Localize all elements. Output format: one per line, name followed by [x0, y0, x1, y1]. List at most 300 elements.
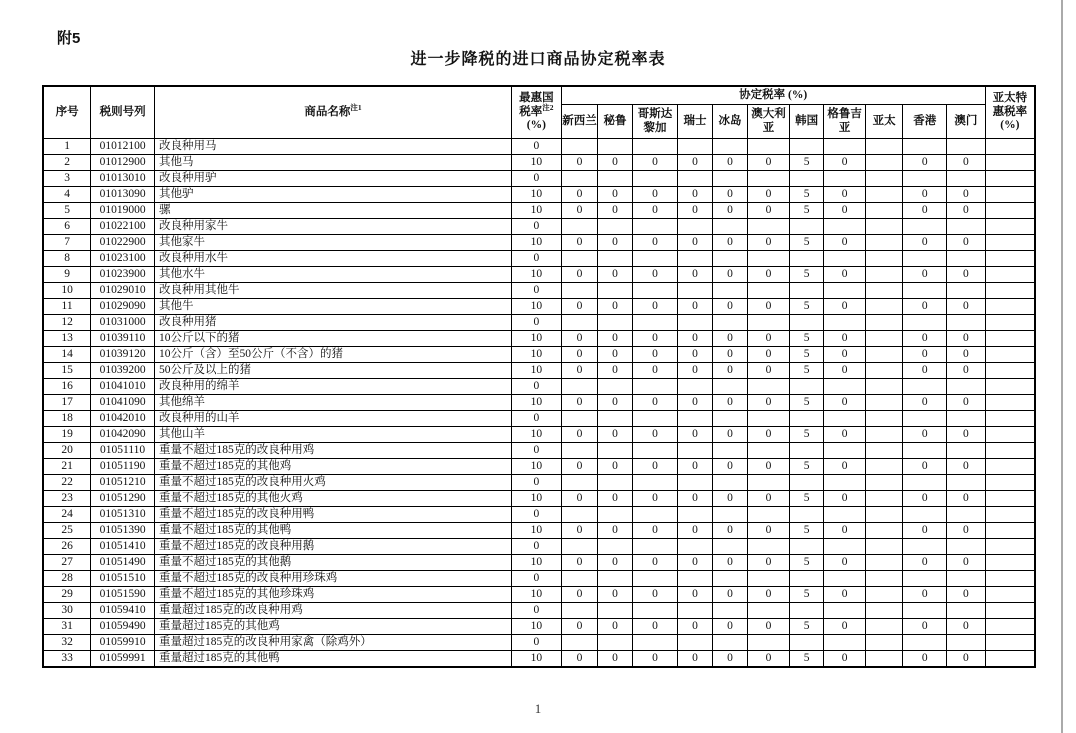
- row-agreement-rate: [712, 219, 747, 235]
- row-agreement-rate: [789, 635, 823, 651]
- row-agreement-rate: [789, 139, 823, 155]
- row-tariff-code: 01059991: [91, 651, 155, 668]
- row-agreement-rate: [748, 139, 790, 155]
- table-row: [43, 475, 1035, 491]
- row-agreement-rate: 5: [789, 523, 823, 539]
- row-agreement-rate: [561, 171, 598, 187]
- row-agreement-rate: 0: [824, 331, 866, 347]
- page-number: 1: [534, 701, 542, 716]
- row-agreement-rate: [712, 539, 747, 555]
- row-apta-preferential-rate: [985, 203, 1035, 219]
- col-header-switzerland: 瑞士: [678, 105, 712, 139]
- row-agreement-rate: 5: [789, 155, 823, 171]
- row-mfn-rate: 10: [512, 459, 562, 475]
- row-agreement-rate: [598, 171, 632, 187]
- row-product-name: 改良种用驴: [155, 171, 512, 187]
- row-tariff-code: 01051490: [91, 555, 155, 571]
- row-apta-preferential-rate: [985, 395, 1035, 411]
- row-agreement-rate: 0: [561, 299, 598, 315]
- row-agreement-rate: 0: [903, 651, 947, 668]
- row-agreement-rate: 0: [598, 347, 632, 363]
- row-agreement-rate: 0: [824, 491, 866, 507]
- row-agreement-rate: [789, 571, 823, 587]
- row-tariff-code: 01012900: [91, 155, 155, 171]
- row-agreement-rate: [824, 603, 866, 619]
- table-row: [43, 379, 1035, 395]
- row-agreement-rate: [903, 603, 947, 619]
- row-seq: 23: [43, 491, 91, 507]
- row-tariff-code: 01051510: [91, 571, 155, 587]
- row-agreement-rate: [903, 171, 947, 187]
- row-agreement-rate: 0: [632, 299, 678, 315]
- row-tariff-code: 01022900: [91, 235, 155, 251]
- row-product-name: 其他绵羊: [155, 395, 512, 411]
- row-agreement-rate: [824, 411, 866, 427]
- row-product-name: 重量不超过185克的其他火鸡: [155, 491, 512, 507]
- row-product-name: 其他水牛: [155, 267, 512, 283]
- row-mfn-rate: 10: [512, 187, 562, 203]
- row-agreement-rate: [865, 603, 903, 619]
- table-row: [43, 651, 1035, 668]
- row-agreement-rate: [865, 155, 903, 171]
- row-agreement-rate: [947, 411, 986, 427]
- row-agreement-rate: 0: [598, 203, 632, 219]
- row-agreement-rate: [712, 571, 747, 587]
- row-agreement-rate: 0: [598, 299, 632, 315]
- row-seq: 20: [43, 443, 91, 459]
- row-agreement-rate: [903, 443, 947, 459]
- row-agreement-rate: [947, 635, 986, 651]
- table-row: [43, 635, 1035, 651]
- row-tariff-code: 01019000: [91, 203, 155, 219]
- row-agreement-rate: [678, 219, 712, 235]
- row-product-name: 重量不超过185克的改良种用鹅: [155, 539, 512, 555]
- row-agreement-rate: [789, 171, 823, 187]
- row-seq: 5: [43, 203, 91, 219]
- row-mfn-rate: 0: [512, 139, 562, 155]
- row-mfn-rate: 10: [512, 523, 562, 539]
- row-agreement-rate: 5: [789, 427, 823, 443]
- row-agreement-rate: [865, 507, 903, 523]
- row-agreement-rate: 0: [748, 619, 790, 635]
- row-agreement-rate: [903, 251, 947, 267]
- row-agreement-rate: 0: [824, 395, 866, 411]
- row-agreement-rate: 5: [789, 203, 823, 219]
- row-agreement-rate: 0: [903, 491, 947, 507]
- row-agreement-rate: [678, 379, 712, 395]
- row-agreement-rate: [598, 283, 632, 299]
- row-seq: 11: [43, 299, 91, 315]
- row-agreement-rate: 0: [561, 619, 598, 635]
- row-product-name: 改良种用家牛: [155, 219, 512, 235]
- table-body: [43, 139, 1035, 668]
- row-agreement-rate: [561, 219, 598, 235]
- row-agreement-rate: 5: [789, 347, 823, 363]
- header-band-row: [43, 86, 1035, 105]
- row-agreement-rate: 0: [561, 651, 598, 668]
- row-mfn-rate: 10: [512, 347, 562, 363]
- row-product-name: 改良种用水牛: [155, 251, 512, 267]
- row-agreement-rate: [561, 539, 598, 555]
- row-agreement-rate: 0: [712, 491, 747, 507]
- row-agreement-rate: 0: [632, 619, 678, 635]
- row-agreement-rate: [678, 507, 712, 523]
- table-row: [43, 283, 1035, 299]
- row-tariff-code: 01042010: [91, 411, 155, 427]
- row-agreement-rate: [865, 251, 903, 267]
- row-seq: 17: [43, 395, 91, 411]
- row-agreement-rate: 0: [712, 299, 747, 315]
- row-seq: 14: [43, 347, 91, 363]
- row-agreement-rate: [632, 603, 678, 619]
- row-seq: 33: [43, 651, 91, 668]
- row-apta-preferential-rate: [985, 235, 1035, 251]
- row-agreement-rate: [712, 379, 747, 395]
- row-product-name: 重量不超过185克的其他鹅: [155, 555, 512, 571]
- row-agreement-rate: [632, 219, 678, 235]
- row-agreement-rate: 0: [632, 587, 678, 603]
- row-agreement-rate: [632, 507, 678, 523]
- row-apta-preferential-rate: [985, 331, 1035, 347]
- row-agreement-rate: 0: [712, 555, 747, 571]
- row-agreement-rate: 0: [678, 187, 712, 203]
- row-agreement-rate: [824, 171, 866, 187]
- row-agreement-rate: 0: [632, 331, 678, 347]
- row-agreement-rate: 0: [632, 155, 678, 171]
- row-agreement-rate: [561, 443, 598, 459]
- row-agreement-rate: 0: [947, 267, 986, 283]
- col-header-mfn-rate: [512, 86, 562, 139]
- row-agreement-rate: 0: [903, 347, 947, 363]
- col-header-tariff-no: 税则号列: [91, 86, 155, 139]
- row-agreement-rate: 0: [561, 427, 598, 443]
- row-agreement-rate: 5: [789, 235, 823, 251]
- row-agreement-rate: 0: [947, 555, 986, 571]
- table-row: [43, 555, 1035, 571]
- row-agreement-rate: 0: [903, 363, 947, 379]
- row-product-name: 10公斤（含）至50公斤（不含）的猪: [155, 347, 512, 363]
- row-agreement-rate: 0: [712, 331, 747, 347]
- row-agreement-rate: 0: [947, 459, 986, 475]
- row-seq: 27: [43, 555, 91, 571]
- row-apta-preferential-rate: [985, 427, 1035, 443]
- row-apta-preferential-rate: [985, 315, 1035, 331]
- row-agreement-rate: [789, 411, 823, 427]
- row-agreement-rate: 0: [824, 155, 866, 171]
- row-mfn-rate: 10: [512, 619, 562, 635]
- table-row: [43, 171, 1035, 187]
- row-agreement-rate: 0: [678, 619, 712, 635]
- row-seq: 7: [43, 235, 91, 251]
- row-agreement-rate: [903, 379, 947, 395]
- row-agreement-rate: 0: [561, 395, 598, 411]
- row-apta-preferential-rate: [985, 139, 1035, 155]
- row-agreement-rate: 0: [824, 651, 866, 668]
- row-product-name: 重量超过185克的其他鸡: [155, 619, 512, 635]
- row-agreement-rate: 0: [678, 267, 712, 283]
- row-agreement-rate: [748, 315, 790, 331]
- row-mfn-rate: 10: [512, 331, 562, 347]
- row-agreement-rate: 0: [561, 187, 598, 203]
- row-agreement-rate: [632, 443, 678, 459]
- row-agreement-rate: 0: [678, 427, 712, 443]
- row-agreement-rate: 0: [678, 299, 712, 315]
- row-agreement-rate: [748, 507, 790, 523]
- row-tariff-code: 01039110: [91, 331, 155, 347]
- row-agreement-rate: 0: [748, 347, 790, 363]
- row-mfn-rate: 10: [512, 363, 562, 379]
- row-mfn-rate: 0: [512, 475, 562, 491]
- row-product-name: 其他驴: [155, 187, 512, 203]
- apta-label-line2: 惠税率: [992, 105, 1028, 118]
- row-agreement-rate: 0: [598, 331, 632, 347]
- row-apta-preferential-rate: [985, 347, 1035, 363]
- row-agreement-rate: [865, 619, 903, 635]
- row-seq: 4: [43, 187, 91, 203]
- row-agreement-rate: 0: [903, 587, 947, 603]
- row-tariff-code: 01051310: [91, 507, 155, 523]
- row-agreement-rate: 5: [789, 619, 823, 635]
- row-agreement-rate: 0: [824, 523, 866, 539]
- row-apta-preferential-rate: [985, 299, 1035, 315]
- row-agreement-rate: 0: [824, 187, 866, 203]
- row-agreement-rate: 0: [632, 187, 678, 203]
- row-apta-preferential-rate: [985, 187, 1035, 203]
- col-header-iceland: 冰岛: [712, 105, 747, 139]
- row-agreement-rate: [947, 283, 986, 299]
- row-agreement-rate: 0: [947, 331, 986, 347]
- table-row: [43, 251, 1035, 267]
- row-agreement-rate: 0: [947, 619, 986, 635]
- row-seq: 32: [43, 635, 91, 651]
- row-tariff-code: 01023900: [91, 267, 155, 283]
- row-apta-preferential-rate: [985, 363, 1035, 379]
- row-agreement-rate: [947, 379, 986, 395]
- row-agreement-rate: [947, 251, 986, 267]
- row-agreement-rate: [824, 539, 866, 555]
- row-agreement-rate: 0: [561, 459, 598, 475]
- row-agreement-rate: [947, 171, 986, 187]
- row-agreement-rate: [789, 443, 823, 459]
- row-seq: 1: [43, 139, 91, 155]
- row-agreement-rate: [789, 603, 823, 619]
- row-product-name: 改良种用的山羊: [155, 411, 512, 427]
- row-tariff-code: 01041090: [91, 395, 155, 411]
- row-agreement-rate: 0: [903, 459, 947, 475]
- row-mfn-rate: 0: [512, 603, 562, 619]
- row-seq: 25: [43, 523, 91, 539]
- row-agreement-rate: [561, 635, 598, 651]
- row-tariff-code: 01023100: [91, 251, 155, 267]
- row-seq: 21: [43, 459, 91, 475]
- row-product-name: 其他牛: [155, 299, 512, 315]
- row-seq: 2: [43, 155, 91, 171]
- row-agreement-rate: 0: [712, 155, 747, 171]
- row-agreement-rate: 0: [561, 347, 598, 363]
- row-agreement-rate: 5: [789, 555, 823, 571]
- row-agreement-rate: 0: [903, 395, 947, 411]
- mfn-footnote-ref: 注2: [542, 102, 554, 112]
- row-agreement-rate: [865, 331, 903, 347]
- row-agreement-rate: 0: [824, 363, 866, 379]
- row-agreement-rate: [789, 507, 823, 523]
- mfn-label-line1: 最惠国: [519, 91, 554, 104]
- row-agreement-rate: 0: [947, 363, 986, 379]
- row-agreement-rate: 0: [561, 523, 598, 539]
- row-agreement-rate: 0: [632, 555, 678, 571]
- row-agreement-rate: 0: [824, 427, 866, 443]
- row-agreement-rate: 0: [598, 523, 632, 539]
- row-agreement-rate: 0: [947, 587, 986, 603]
- row-agreement-rate: [632, 139, 678, 155]
- row-agreement-rate: [865, 379, 903, 395]
- row-mfn-rate: 0: [512, 219, 562, 235]
- row-agreement-rate: 0: [903, 267, 947, 283]
- row-product-name: 重量不超过185克的改良种用鸡: [155, 443, 512, 459]
- row-tariff-code: 01022100: [91, 219, 155, 235]
- row-agreement-rate: [561, 315, 598, 331]
- row-agreement-rate: 0: [598, 587, 632, 603]
- row-product-name: 改良种用马: [155, 139, 512, 155]
- row-agreement-rate: [561, 283, 598, 299]
- mfn-percent-label: (%): [526, 119, 546, 132]
- row-agreement-rate: 0: [712, 651, 747, 668]
- row-agreement-rate: 0: [678, 491, 712, 507]
- table-row: [43, 219, 1035, 235]
- row-tariff-code: 01013090: [91, 187, 155, 203]
- row-agreement-rate: 0: [632, 203, 678, 219]
- row-agreement-rate: 0: [632, 651, 678, 668]
- row-tariff-code: 01059910: [91, 635, 155, 651]
- row-agreement-rate: [632, 315, 678, 331]
- row-agreement-rate: 0: [678, 363, 712, 379]
- row-tariff-code: 01029090: [91, 299, 155, 315]
- row-mfn-rate: 10: [512, 267, 562, 283]
- row-agreement-rate: [748, 411, 790, 427]
- table-row: [43, 507, 1035, 523]
- mfn-label-line2: 税率: [519, 105, 543, 118]
- row-agreement-rate: 0: [598, 235, 632, 251]
- row-seq: 10: [43, 283, 91, 299]
- row-agreement-rate: 0: [632, 267, 678, 283]
- row-seq: 26: [43, 539, 91, 555]
- row-agreement-rate: 0: [903, 619, 947, 635]
- row-tariff-code: 01012100: [91, 139, 155, 155]
- row-agreement-rate: 0: [748, 427, 790, 443]
- row-tariff-code: 01039200: [91, 363, 155, 379]
- row-apta-preferential-rate: [985, 267, 1035, 283]
- col-header-hongkong: 香港: [903, 105, 947, 139]
- row-mfn-rate: 10: [512, 203, 562, 219]
- row-agreement-rate: [632, 635, 678, 651]
- row-mfn-rate: 10: [512, 491, 562, 507]
- row-agreement-rate: 0: [678, 651, 712, 668]
- row-agreement-rate: 5: [789, 459, 823, 475]
- row-agreement-rate: [712, 443, 747, 459]
- row-agreement-rate: [865, 539, 903, 555]
- row-apta-preferential-rate: [985, 283, 1035, 299]
- row-product-name: 改良种用猪: [155, 315, 512, 331]
- row-agreement-rate: 0: [712, 203, 747, 219]
- row-agreement-rate: [865, 571, 903, 587]
- row-agreement-rate: [947, 139, 986, 155]
- row-tariff-code: 01031000: [91, 315, 155, 331]
- row-agreement-rate: [865, 299, 903, 315]
- row-agreement-rate: 0: [632, 235, 678, 251]
- row-agreement-rate: 0: [824, 347, 866, 363]
- row-seq: 13: [43, 331, 91, 347]
- row-seq: 28: [43, 571, 91, 587]
- row-agreement-rate: [824, 443, 866, 459]
- row-tariff-code: 01051410: [91, 539, 155, 555]
- row-agreement-rate: 5: [789, 187, 823, 203]
- row-agreement-rate: 0: [632, 395, 678, 411]
- row-agreement-rate: [903, 539, 947, 555]
- row-agreement-rate: [824, 379, 866, 395]
- row-agreement-rate: 5: [789, 651, 823, 668]
- row-agreement-rate: 0: [903, 155, 947, 171]
- row-seq: 15: [43, 363, 91, 379]
- table-row: [43, 619, 1035, 635]
- row-agreement-rate: 0: [824, 203, 866, 219]
- row-agreement-rate: 0: [947, 187, 986, 203]
- row-agreement-rate: [678, 251, 712, 267]
- row-apta-preferential-rate: [985, 411, 1035, 427]
- row-mfn-rate: 10: [512, 587, 562, 603]
- row-agreement-rate: [865, 459, 903, 475]
- row-mfn-rate: 0: [512, 251, 562, 267]
- row-agreement-rate: 0: [748, 155, 790, 171]
- row-product-name: 其他马: [155, 155, 512, 171]
- row-mfn-rate: 0: [512, 411, 562, 427]
- table-row: [43, 539, 1035, 555]
- row-apta-preferential-rate: [985, 539, 1035, 555]
- row-apta-preferential-rate: [985, 635, 1035, 651]
- row-agreement-rate: [561, 603, 598, 619]
- row-agreement-rate: [561, 475, 598, 491]
- row-product-name: 重量不超过185克的改良种用鸭: [155, 507, 512, 523]
- row-seq: 29: [43, 587, 91, 603]
- row-product-name: 其他山羊: [155, 427, 512, 443]
- table-row: [43, 235, 1035, 251]
- row-agreement-rate: [865, 587, 903, 603]
- row-agreement-rate: [561, 571, 598, 587]
- row-agreement-rate: [903, 139, 947, 155]
- row-agreement-rate: [678, 283, 712, 299]
- row-mfn-rate: 0: [512, 443, 562, 459]
- row-tariff-code: 01051210: [91, 475, 155, 491]
- row-seq: 31: [43, 619, 91, 635]
- col-header-macao: 澳门: [947, 105, 986, 139]
- row-agreement-rate: [748, 539, 790, 555]
- row-agreement-rate: 0: [712, 187, 747, 203]
- row-product-name: 重量不超过185克的改良种用珍珠鸡: [155, 571, 512, 587]
- row-agreement-rate: [903, 219, 947, 235]
- row-apta-preferential-rate: [985, 475, 1035, 491]
- row-agreement-rate: [824, 507, 866, 523]
- row-agreement-rate: 0: [824, 619, 866, 635]
- row-agreement-rate: [598, 603, 632, 619]
- row-agreement-rate: [865, 187, 903, 203]
- row-agreement-rate: [903, 571, 947, 587]
- row-tariff-code: 01051110: [91, 443, 155, 459]
- row-agreement-rate: 5: [789, 299, 823, 315]
- table-row: [43, 315, 1035, 331]
- row-agreement-rate: [947, 315, 986, 331]
- row-agreement-rate: [748, 251, 790, 267]
- row-agreement-rate: 0: [561, 155, 598, 171]
- table-row: [43, 491, 1035, 507]
